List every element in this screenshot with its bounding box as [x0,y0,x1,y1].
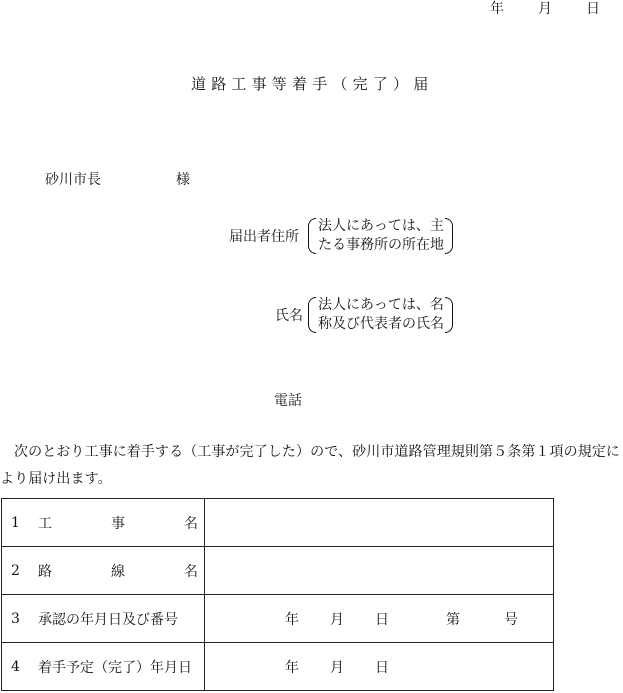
row-label-cell [2,499,205,547]
table-row [2,499,554,547]
row-number: 4 [11,658,20,675]
page-title: 道路工事等着手（完了）届 [191,75,434,93]
row-number: 1 [11,514,20,531]
name-note-line-1: 法人にあっては、名 [318,297,444,313]
address-note-line-1: 法人にあっては、主 [318,218,444,234]
approval-go-label: 号 [504,611,518,628]
construction-name-field[interactable] [205,499,554,547]
start-year-label: 年 [285,659,299,676]
row-label-char: 工 [38,515,52,532]
approval-dai-label: 第 [446,611,460,628]
route-name-field[interactable] [205,547,554,595]
table-row [2,547,554,595]
row-label-cell [2,643,205,691]
row-label-char: 線 [111,563,125,580]
body-text: 次のとおり工事に着手する（工事が完了した）ので、砂川市道路管理規則第５条第１項の規定により届け出ます。 [0,444,621,487]
name-label: 氏名 [275,308,303,324]
approval-date-number-field[interactable] [205,595,554,643]
row-label: 着手予定（完了）年月日 [38,659,192,676]
row-label: 承認の年月日及び番号 [38,611,178,628]
address-note [308,217,453,255]
approval-month-label: 月 [330,611,344,628]
start-completion-date-field[interactable] [205,643,554,691]
row-label-char: 事 [111,515,125,532]
table-row [2,595,554,643]
row-label-char: 名 [184,515,198,532]
tel-label: 電話 [274,393,302,409]
address-note-line-2: たる事務所の所在地 [318,237,444,253]
addressee [45,169,190,189]
date-line [490,0,600,18]
approval-day-label: 日 [375,611,389,628]
date-day-label: 日 [586,1,600,17]
start-month-label: 月 [330,659,344,676]
address-label: 届出者住所 [229,229,299,245]
row-label-char: 名 [184,563,198,580]
row-label-char: 路 [38,563,52,580]
approval-year-label: 年 [285,611,299,628]
row-number: 3 [11,610,20,627]
row-label-cell [2,595,205,643]
addressee-honorific: 様 [176,172,190,188]
addressee-name: 砂川市長 [45,172,101,188]
row-number: 2 [11,562,20,579]
date-month-label: 月 [538,1,552,17]
start-day-label: 日 [375,659,389,676]
name-note-line-2: 称及び代表者の氏名 [318,316,444,332]
form-table [1,498,554,691]
row-label-cell [2,547,205,595]
row-label [38,513,198,533]
table-row [2,643,554,691]
name-note [308,296,453,334]
row-label [38,561,198,581]
date-year-label: 年 [490,1,504,17]
